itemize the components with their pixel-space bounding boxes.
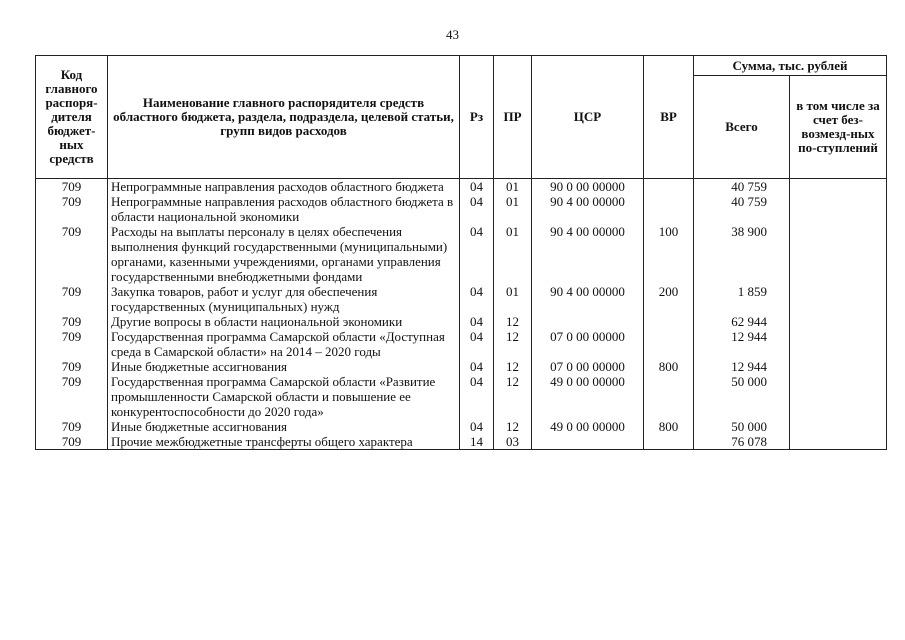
cell-pr: 01 [494,194,532,224]
cell-vr [644,194,694,224]
cell-code: 709 [36,179,108,195]
cell-pr: 03 [494,434,532,450]
cell-name: Расходы на выплаты персоналу в целях обеспечения выполнения функций государственными (муниципальными) органами, казенными учреждениями, органами управления государственными внебюджетными фондами [108,224,460,284]
cell-incl [790,314,887,329]
budget-table [35,55,887,450]
cell-code: 709 [36,359,108,374]
cell-total: 62 944 [694,314,790,329]
cell-incl [790,329,887,359]
cell-csr: 07 0 00 00000 [532,359,644,374]
cell-incl [790,419,887,434]
cell-vr [644,314,694,329]
cell-code: 709 [36,194,108,224]
cell-rz: 04 [460,284,494,314]
cell-vr: 800 [644,359,694,374]
cell-incl [790,284,887,314]
cell-csr: 49 0 00 00000 [532,374,644,419]
cell-pr: 12 [494,419,532,434]
cell-csr [532,314,644,329]
cell-pr: 01 [494,179,532,195]
header-sum-group: Сумма, тыс. рублей [694,56,887,76]
cell-code: 709 [36,329,108,359]
cell-code: 709 [36,284,108,314]
cell-rz: 04 [460,359,494,374]
table-row [36,359,887,374]
cell-total: 76 078 [694,434,790,450]
cell-rz: 04 [460,314,494,329]
cell-csr: 90 4 00 00000 [532,284,644,314]
header-incl: в том числе за счет без-возмезд-ных по-ступлений [790,76,887,179]
table-row [36,329,887,359]
table-row [36,419,887,434]
cell-incl [790,179,887,195]
cell-csr: 49 0 00 00000 [532,419,644,434]
cell-name: Иные бюджетные ассигнования [108,419,460,434]
cell-total: 50 000 [694,419,790,434]
header-total: Всего [694,76,790,179]
cell-vr [644,179,694,195]
cell-csr: 07 0 00 00000 [532,329,644,359]
cell-name: Государственная программа Самарской области «Доступная среда в Самарской области» на 2014 – 2020 годы [108,329,460,359]
cell-pr: 01 [494,284,532,314]
cell-code: 709 [36,374,108,419]
cell-name: Государственная программа Самарской области «Развитие промышленности Самарской области и повышение ее конкурентоспособности до 2020 года» [108,374,460,419]
cell-rz: 04 [460,374,494,419]
cell-csr: 90 0 00 00000 [532,179,644,195]
cell-total: 40 759 [694,179,790,195]
cell-total: 38 900 [694,224,790,284]
cell-vr: 800 [644,419,694,434]
cell-code: 709 [36,224,108,284]
cell-vr: 200 [644,284,694,314]
cell-total: 12 944 [694,359,790,374]
cell-csr [532,434,644,450]
header-name: Наименование главного распорядителя средств областного бюджета, раздела, подраздела, целевой статьи, групп видов расходов [108,56,460,179]
cell-total: 12 944 [694,329,790,359]
header-pr: ПР [494,56,532,179]
cell-rz: 14 [460,434,494,450]
header-vr: ВР [644,56,694,179]
cell-csr: 90 4 00 00000 [532,224,644,284]
cell-rz: 04 [460,179,494,195]
cell-pr: 12 [494,329,532,359]
table-row [36,284,887,314]
cell-code: 709 [36,419,108,434]
cell-code: 709 [36,314,108,329]
cell-incl [790,224,887,284]
table-row [36,374,887,419]
cell-incl [790,359,887,374]
cell-vr: 100 [644,224,694,284]
cell-pr: 12 [494,359,532,374]
header-code: Код главного распоря-дителя бюджет-ных средств [36,56,108,179]
cell-rz: 04 [460,419,494,434]
cell-total: 40 759 [694,194,790,224]
cell-name: Закупка товаров, работ и услуг для обеспечения государственных (муниципальных) нужд [108,284,460,314]
cell-rz: 04 [460,224,494,284]
page-number: 43 [446,27,459,42]
header-rz: Рз [460,56,494,179]
header-csr: ЦСР [532,56,644,179]
cell-vr [644,374,694,419]
table-row [36,194,887,224]
cell-rz: 04 [460,194,494,224]
table-row [36,224,887,284]
cell-vr [644,434,694,450]
cell-incl [790,374,887,419]
cell-pr: 12 [494,374,532,419]
cell-code: 709 [36,434,108,450]
table-row [36,179,887,195]
cell-name: Другие вопросы в области национальной экономики [108,314,460,329]
cell-rz: 04 [460,329,494,359]
cell-pr: 12 [494,314,532,329]
table-row [36,314,887,329]
cell-name: Непрограммные направления расходов областного бюджета [108,179,460,195]
cell-csr: 90 4 00 00000 [532,194,644,224]
cell-name: Непрограммные направления расходов областного бюджета в области национальной экономики [108,194,460,224]
cell-pr: 01 [494,224,532,284]
cell-incl [790,434,887,450]
cell-total: 1 859 [694,284,790,314]
cell-incl [790,194,887,224]
cell-name: Прочие межбюджетные трансферты общего характера [108,434,460,450]
cell-vr [644,329,694,359]
table-row [36,434,887,450]
cell-total: 50 000 [694,374,790,419]
cell-name: Иные бюджетные ассигнования [108,359,460,374]
